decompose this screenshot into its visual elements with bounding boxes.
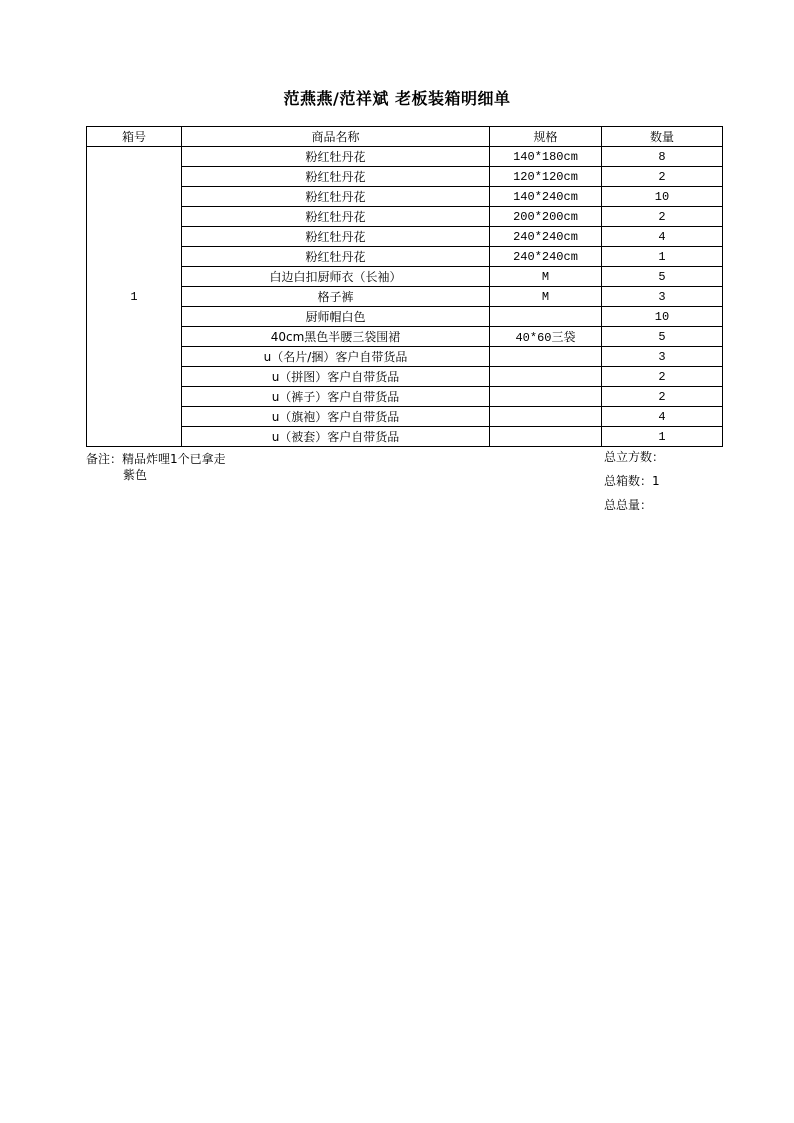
- spec-cell: [490, 367, 602, 387]
- product-name-cell: 粉红牡丹花: [182, 247, 490, 267]
- product-name-cell: u（被套）客户自带货品: [182, 427, 490, 447]
- table-header-row: [87, 127, 723, 147]
- quantity-cell: 5: [602, 267, 723, 287]
- quantity-cell: 2: [602, 207, 723, 227]
- spec-cell: 240*240cm: [490, 247, 602, 267]
- total-boxes: 总箱数：1: [604, 474, 660, 488]
- header-spec: 规格: [490, 127, 602, 147]
- spec-cell: [490, 307, 602, 327]
- total-weight: 总总量：: [604, 498, 653, 512]
- table-row: [87, 267, 723, 287]
- remarks-line: 备注：精品炸哩1个已拿走: [86, 452, 226, 466]
- product-name-cell: 粉红牡丹花: [182, 207, 490, 227]
- table-row: [87, 427, 723, 447]
- quantity-cell: 4: [602, 227, 723, 247]
- remarks: [86, 451, 226, 483]
- total-volume: 总立方数：: [604, 450, 665, 464]
- spec-cell: 40*60三袋: [490, 327, 602, 347]
- quantity-cell: 3: [602, 347, 723, 367]
- quantity-cell: 2: [602, 387, 723, 407]
- table-row: [87, 147, 723, 167]
- table-row: [87, 387, 723, 407]
- spec-cell: 140*180cm: [490, 147, 602, 167]
- quantity-cell: 10: [602, 307, 723, 327]
- box-number-cell: 1: [87, 147, 182, 447]
- spec-cell: 240*240cm: [490, 227, 602, 247]
- table-row: [87, 347, 723, 367]
- product-name-cell: u（旗袍）客户自带货品: [182, 407, 490, 427]
- spec-cell: [490, 347, 602, 367]
- quantity-cell: 1: [602, 247, 723, 267]
- spec-cell: M: [490, 287, 602, 307]
- table-row: [87, 227, 723, 247]
- product-name-cell: u（裤子）客户自带货品: [182, 387, 490, 407]
- table-row: [87, 187, 723, 207]
- quantity-cell: 2: [602, 367, 723, 387]
- table-row: [87, 407, 723, 427]
- product-name-cell: 粉红牡丹花: [182, 227, 490, 247]
- spec-cell: 200*200cm: [490, 207, 602, 227]
- quantity-cell: 4: [602, 407, 723, 427]
- table-row: [87, 307, 723, 327]
- spec-cell: [490, 407, 602, 427]
- product-name-cell: 白边白扣厨师衣（长袖）: [182, 267, 490, 287]
- packing-table: [86, 126, 723, 447]
- table-row: [87, 207, 723, 227]
- quantity-cell: 5: [602, 327, 723, 347]
- spec-cell: 140*240cm: [490, 187, 602, 207]
- quantity-cell: 1: [602, 427, 723, 447]
- quantity-cell: 10: [602, 187, 723, 207]
- spec-cell: M: [490, 267, 602, 287]
- table-row: [87, 287, 723, 307]
- product-name-cell: 粉红牡丹花: [182, 187, 490, 207]
- quantity-cell: 3: [602, 287, 723, 307]
- product-name-cell: 格子裤: [182, 287, 490, 307]
- header-product-name: 商品名称: [182, 127, 490, 147]
- table-row: [87, 367, 723, 387]
- spec-cell: [490, 387, 602, 407]
- spec-cell: 120*120cm: [490, 167, 602, 187]
- page-title: 范燕燕/范祥斌 老板装箱明细单: [283, 89, 511, 108]
- remarks-line: 紫色: [123, 468, 148, 482]
- product-name-cell: 厨师帽白色: [182, 307, 490, 327]
- spec-cell: [490, 427, 602, 447]
- table-row: [87, 327, 723, 347]
- product-name-cell: 粉红牡丹花: [182, 147, 490, 167]
- product-name-cell: u（拼图）客户自带货品: [182, 367, 490, 387]
- summary-block: [604, 449, 664, 521]
- table-row: [87, 247, 723, 267]
- product-name-cell: u（名片/捆）客户自带货品: [182, 347, 490, 367]
- product-name-cell: 粉红牡丹花: [182, 167, 490, 187]
- quantity-cell: 8: [602, 147, 723, 167]
- header-box-no: 箱号: [87, 127, 182, 147]
- header-quantity: 数量: [602, 127, 723, 147]
- product-name-cell: 40cm黑色半腰三袋围裙: [182, 327, 490, 347]
- table-row: [87, 167, 723, 187]
- quantity-cell: 2: [602, 167, 723, 187]
